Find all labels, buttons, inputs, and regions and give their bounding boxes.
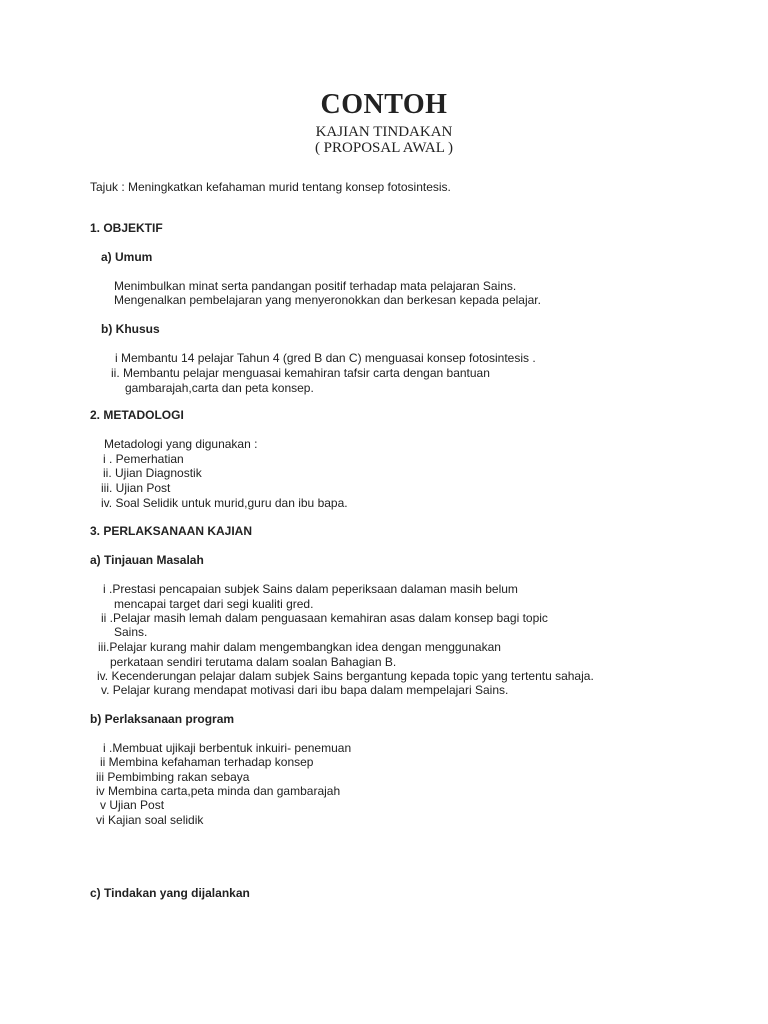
khusus-line: gambarajah,carta dan peta konsep.: [125, 381, 314, 395]
metodologi-item: i . Pemerhatian: [103, 452, 184, 466]
program-line: iv Membina carta,peta minda dan gambarajah: [96, 784, 341, 798]
document-title: CONTOH: [320, 89, 448, 120]
khusus-line: i Membantu 14 pelajar Tahun 4 (gred B dan C) menguasai konsep fotosintesis .: [115, 351, 536, 365]
tinjauan-line: mencapai target dari segi kualiti gred.: [114, 597, 314, 611]
program-line: i .Membuat ujikaji berbentuk inkuiri- penemuan: [103, 741, 352, 755]
tinjauan-line: v. Pelajar kurang mendapat motivasi dari ibu bapa dalam mempelajari Sains.: [101, 683, 509, 697]
tinjauan-line: iii.Pelajar kurang mahir dalam mengembangkan idea dengan menggunakan: [98, 640, 501, 654]
tinjauan-line: Sains.: [114, 625, 148, 639]
tinjauan-line: iv. Kecenderungan pelajar dalam subjek Sains bergantung kepada topic yang tertentu sahaja.: [97, 669, 594, 683]
metodologi-item: iii. Ujian Post: [101, 481, 171, 495]
metodologi-item: iv. Soal Selidik untuk murid,guru dan ibu bapa.: [101, 496, 348, 510]
tinjauan-line: i .Prestasi pencapaian subjek Sains dalam peperiksaan dalaman masih belum: [103, 582, 518, 596]
program-line: v Ujian Post: [100, 798, 165, 812]
program-line: vi Kajian soal selidik: [96, 813, 204, 827]
program-line: iii Pembimbing rakan sebaya: [96, 770, 250, 784]
subheading-umum: a) Umum: [101, 250, 153, 264]
tinjauan-line: perkataan sendiri terutama dalam soalan Bahagian B.: [110, 655, 397, 669]
section-heading-perlaksanaan: 3. PERLAKSANAAN KAJIAN: [90, 524, 253, 538]
document-subtitle-proposal: ( PROPOSAL AWAL ): [314, 140, 454, 156]
umum-line: Mengenalkan pembelajaran yang menyeronokkan dan berkesan kepada pelajar.: [114, 293, 541, 307]
subheading-khusus: b) Khusus: [101, 322, 160, 336]
subheading-program: b) Perlaksanaan program: [90, 712, 235, 726]
program-line: ii Membina kefahaman terhadap konsep: [100, 755, 314, 769]
umum-line: Menimbulkan minat serta pandangan positif terhadap mata pelajaran Sains.: [114, 279, 517, 293]
khusus-line: ii. Membantu pelajar menguasai kemahiran tafsir carta dengan bantuan: [111, 366, 490, 380]
metodologi-intro: Metadologi yang digunakan :: [104, 437, 258, 451]
document-subtitle: KAJIAN TINDAKAN: [315, 124, 453, 140]
subheading-tinjauan: a) Tinjauan Masalah: [90, 553, 204, 567]
tinjauan-line: ii .Pelajar masih lemah dalam penguasaan kemahiran asas dalam konsep bagi topic: [101, 611, 548, 625]
section-heading-metodologi: 2. METADOLOGI: [90, 408, 184, 422]
subheading-tindakan: c) Tindakan yang dijalankan: [90, 886, 250, 900]
tajuk-line: Tajuk : Meningkatkan kefahaman murid tentang konsep fotosintesis.: [90, 180, 451, 194]
section-heading-objektif: 1. OBJEKTIF: [90, 221, 163, 235]
metodologi-item: ii. Ujian Diagnostik: [103, 466, 202, 480]
